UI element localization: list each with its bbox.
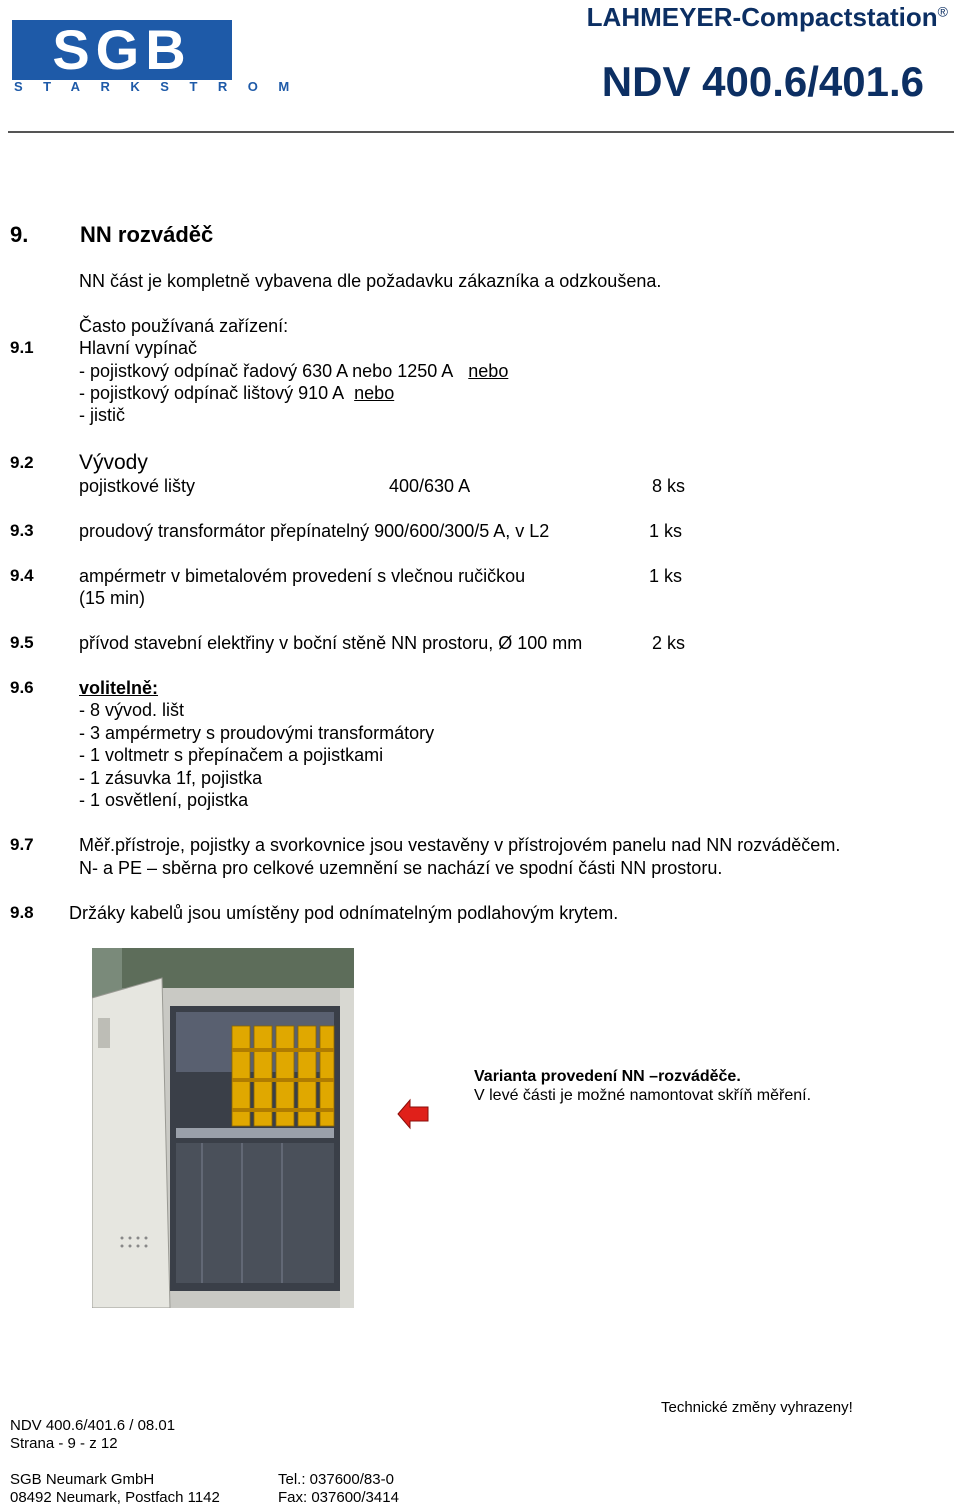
outlets-qty: 8 ks [652, 476, 686, 496]
switchgear-photo [92, 948, 354, 1308]
arrow-left-icon [396, 1098, 430, 1130]
item-number-9-5: 9.5 [10, 633, 34, 652]
item-number-9-6: 9.6 [10, 678, 34, 697]
ammeter-qty: 1 ks [649, 566, 683, 586]
page-indicator: Strana - 9 - z 12 [10, 1435, 118, 1452]
or-underlined: nebo [468, 361, 509, 381]
optional-item: - 8 vývod. lišt [79, 700, 185, 720]
current-transformer-qty: 1 ks [649, 521, 683, 541]
item-number-9-3: 9.3 [10, 521, 34, 540]
company-tel: Tel.: 037600/83-0 [278, 1471, 394, 1488]
caption-text: V levé části je možné namontovat skříň měření. [474, 1087, 812, 1104]
item-number-9-4: 9.4 [10, 566, 34, 585]
main-switch-option-1: - pojistkový odpínač řadový 630 A nebo 1250 A nebo [79, 361, 509, 381]
optional-item: - 1 voltmetr s přepínačem a pojistkami [79, 745, 384, 765]
section-number: 9. [10, 222, 29, 247]
main-switch-title: Hlavní vypínač [79, 338, 198, 358]
sgb-logo [12, 18, 310, 94]
technical-changes-note: Technické změny vyhrazeny! [661, 1399, 853, 1416]
section-intro: NN část je kompletně vybavena dle požadavku zákazníka a odzkoušena. [79, 271, 662, 291]
outlets-rating: 400/630 A [389, 476, 471, 496]
item-number-9-8: 9.8 [10, 903, 34, 922]
company-fax: Fax: 037600/3414 [278, 1489, 399, 1506]
item-number-9-2: 9.2 [10, 453, 34, 472]
item-number-9-7: 9.7 [10, 835, 34, 854]
main-switch-option-2: - pojistkový odpínač lištový 910 A nebo [79, 383, 395, 403]
optional-item: - 1 zásuvka 1f, pojistka [79, 768, 263, 788]
current-transformer-text: proudový transformátor přepínatelný 900/600/300/5 A, v L2 [79, 521, 550, 541]
logo-subtitle: STARKSTROM [14, 79, 310, 94]
optional-item: - 3 ampérmetry s proudovými transformátory [79, 723, 435, 743]
grounding-text: N- a PE – sběrna pro celkové uzemnění se nachází ve spodní části NN prostoru. [79, 858, 723, 878]
logo-brand: SGB [52, 18, 192, 81]
company-address: 08492 Neumark, Postfach 1142 [10, 1489, 220, 1506]
product-title: LAHMEYER-Compactstation® [586, 2, 948, 32]
construction-power-text: přívod stavební elektřiny v boční stěně NN prostoru, Ø 100 mm [79, 633, 583, 653]
ammeter-text: ampérmetr v bimetalovém provedení s vlečnou ručičkou [79, 566, 526, 586]
registered-mark: ® [937, 3, 948, 20]
company-name: SGB Neumark GmbH [10, 1471, 155, 1488]
outlets-item: pojistkové lišty [79, 476, 196, 496]
header-divider [8, 131, 954, 133]
item-number-9-1: 9.1 [10, 338, 34, 357]
common-devices-label: Často používaná zařízení: [79, 316, 289, 336]
section-title: NN rozváděč [80, 222, 214, 247]
model-number: NDV 400.6/401.6 [601, 58, 924, 105]
cable-holders-text: Držáky kabelů jsou umístěny pod odnímatelným podlahovým krytem. [69, 903, 619, 923]
construction-power-qty: 2 ks [652, 633, 686, 653]
caption-title: Varianta provedení NN –rozváděče. [474, 1068, 741, 1085]
ammeter-text-2: (15 min) [79, 588, 146, 608]
main-switch-option-3: - jistič [79, 405, 125, 425]
optional-item: - 1 osvětlení, pojistka [79, 790, 249, 810]
optional-title: volitelně: [79, 678, 159, 698]
or-underlined: nebo [354, 383, 395, 403]
outlets-title: Vývody [79, 451, 148, 474]
instruments-text: Měř.přístroje, pojistky a svorkovnice jsou vestavěny v přístrojovém panelu nad NN rozváděčem. [79, 835, 841, 855]
document-id: NDV 400.6/401.6 / 08.01 [10, 1417, 176, 1434]
